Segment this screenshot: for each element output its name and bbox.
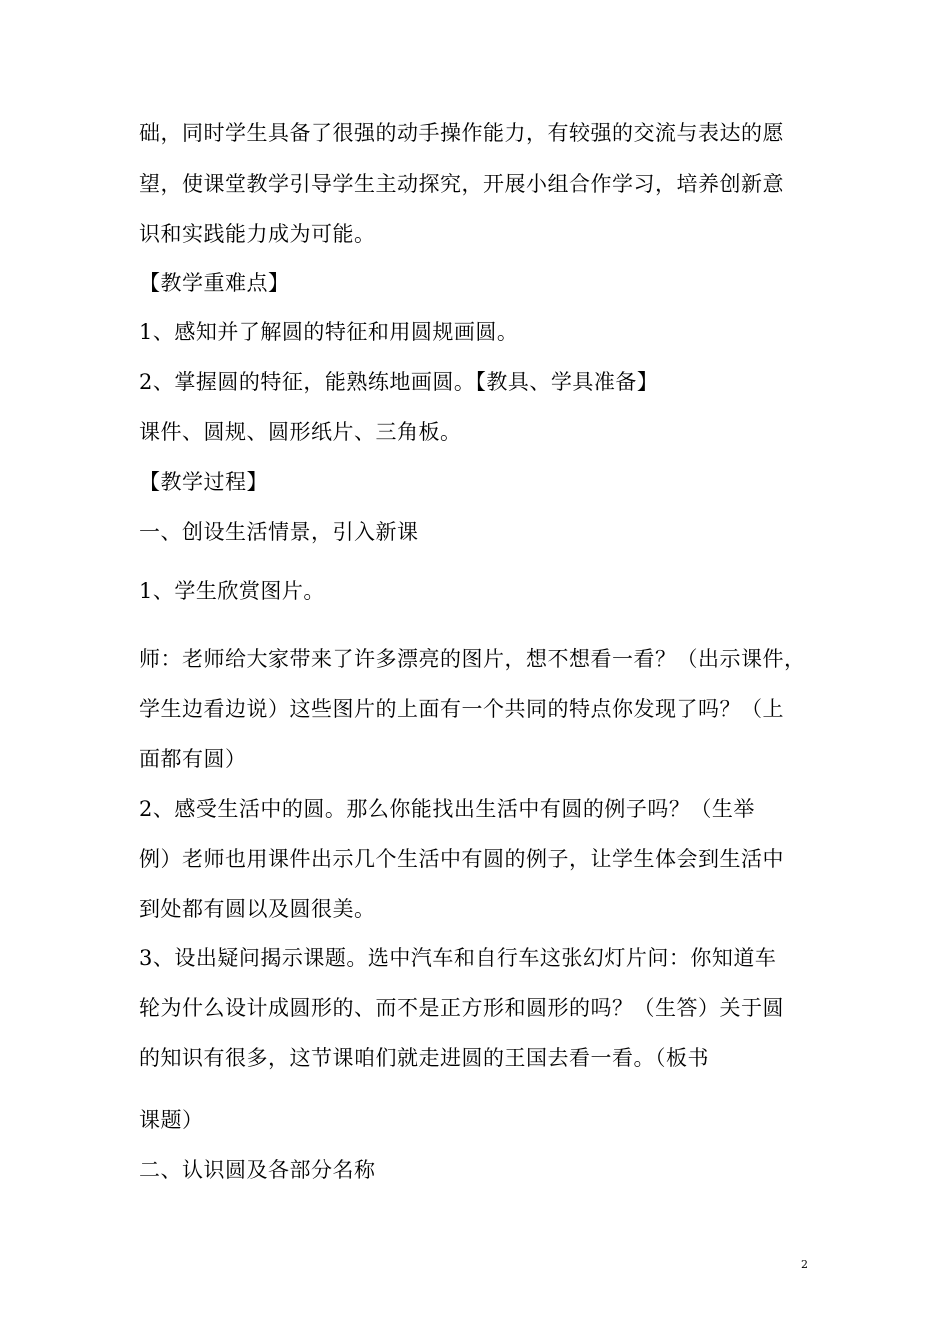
- paragraph-line: 的知识有很多，这节课咱们就走进圆的王国去看一看。（板书: [139, 1046, 709, 1070]
- paragraph-line: 识和实践能力成为可能。: [139, 222, 376, 246]
- list-item: 2、掌握圆的特征，能熟练地画圆。【教具、学具准备】: [139, 370, 659, 394]
- paragraph-line: 轮为什么设计成圆形的、而不是正方形和圆形的吗？（生答）关于圆: [139, 996, 784, 1020]
- paragraph-line: 础，同时学生具备了很强的动手操作能力，有较强的交流与表达的愿: [139, 121, 784, 145]
- paragraph-line: 课件、圆规、圆形纸片、三角板。: [139, 420, 462, 444]
- paragraph-line: 面都有圆）: [139, 747, 247, 771]
- section-heading: 【教学过程】: [139, 470, 268, 494]
- paragraph-line: 师：老师给大家带来了许多漂亮的图片，想不想看一看？（出示课件，: [139, 647, 806, 671]
- list-item: 2、感受生活中的圆。那么你能找出生活中有圆的例子吗？（生举: [139, 797, 755, 821]
- paragraph-line: 例）老师也用课件出示几个生活中有圆的例子，让学生体会到生活中: [139, 847, 784, 871]
- subsection-heading: 一、创设生活情景，引入新课: [139, 520, 419, 544]
- section-heading: 【教学重难点】: [139, 271, 290, 295]
- subsection-heading: 二、认识圆及各部分名称: [139, 1158, 376, 1182]
- paragraph-line: 学生边看边说）这些图片的上面有一个共同的特点你发现了吗？（上: [139, 697, 784, 721]
- list-item: 3、设出疑问揭示课题。选中汽车和自行车这张幻灯片问：你知道车: [139, 946, 777, 970]
- list-item: 1、感知并了解圆的特征和用圆规画圆。: [139, 320, 519, 344]
- list-item: 1、学生欣赏图片。: [139, 579, 325, 603]
- paragraph-line: 到处都有圆以及圆很美。: [139, 897, 376, 921]
- page-number: 2: [801, 1258, 808, 1271]
- paragraph-line: 望，使课堂教学引导学生主动探究，开展小组合作学习，培养创新意: [139, 172, 784, 196]
- paragraph-line: 课题）: [139, 1108, 204, 1132]
